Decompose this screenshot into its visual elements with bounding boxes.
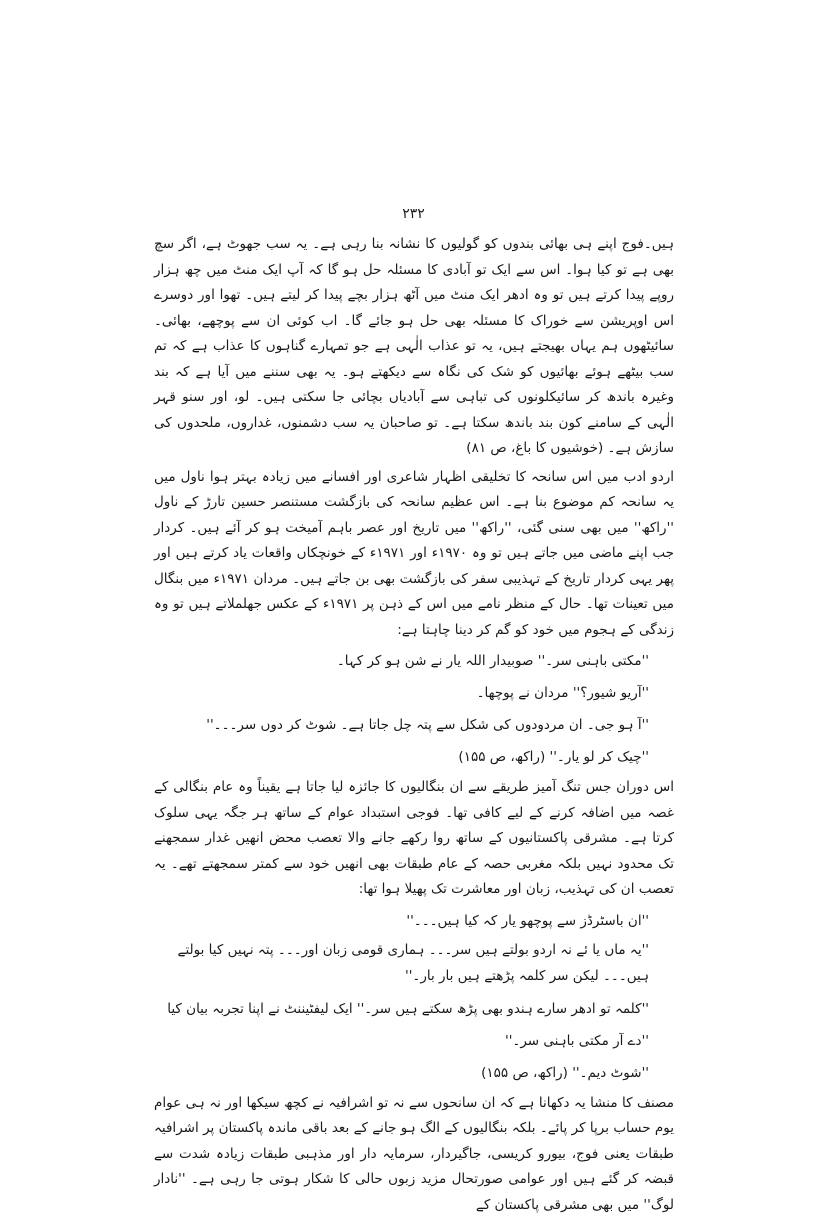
quote-line: ''کلمہ تو ادھر سارے ہندو بھی پڑھ سکتے ہیں سر۔'' ایک لیفٹیننٹ نے اپنا تجربہ بیان کیا ''دے آر مکتی باہنی سر۔'' bbox=[154, 993, 649, 1057]
paragraph-continuation: ہیں۔فوج اپنے ہی بھائی بندوں کو گولیوں کا نشانہ بنا رہی ہے۔ یہ سب جھوٹ ہے، اگر سچ بھی ہے تو کیا ہوا۔ اس سے ایک تو آبادی کا مسئلہ حل ہو گا کہ آپ ایک منٹ میں چھ ہزار روپے پیدا کرتے ہیں تو وہ ادھر ایک منٹ میں آٹھ ہزار بچے پیدا کر لیتے ہیں۔ تھوا اور دوسرے اس اوپریشن سے خوراک کا مسئلہ بھی حل ہو جائے گا۔ اب کوئی ان سے پوچھے، بھائی۔ سائیٹھوں ہم یہاں بھیجتے ہیں، یہ تو عذاب الٰہی ہے جو تمہارے گناہوں کا عذاب ہے کہ تم سب بیٹھے ہوئے بھائیوں کو شک کی نگاہ سے دیکھتے ہو۔ یہ بھی سننے میں آیا ہے کہ بند وغیرہ باندھ کر سائیکلونوں کی تباہی سے آبادیاں بچائی جا سکتی ہیں۔ لو، اور سنو قہر الٰہی کے سامنے کون بند باندھ سکتا ہے۔ تو صاحبان یہ سب دشمنوں، غداروں، ملحدوں کی سازش ہے۔ (خوشیوں کا باغ، ص ۸۱) bbox=[154, 232, 674, 462]
quote-block-2 bbox=[154, 905, 674, 1089]
quote-line: ''آ ہو جی۔ ان مردودوں کی شکل سے پتہ چل جاتا ہے۔ شوٹ کر دوں سر۔۔۔'' bbox=[154, 709, 649, 741]
quote-block-1 bbox=[154, 645, 674, 773]
quote-citation: ''چیک کر لو یار۔'' (راکھ، ص ۱۵۵) bbox=[154, 741, 649, 773]
page-number: ۲۳۲ bbox=[0, 206, 827, 222]
text-column bbox=[154, 232, 674, 1218]
quote-citation: ''شوٹ دیم۔'' (راکھ، ص ۱۵۵) bbox=[154, 1057, 649, 1089]
quote-line: ''یہ ماں یا ئے نہ اردو بولتے ہیں سر۔۔۔ ہماری قومی زبان اور۔۔۔ پتہ نہیں کیا بولتے ہیں۔۔۔ لیکن سر کلمہ پڑھتے ہیں بار بار۔'' bbox=[154, 937, 649, 989]
quote-line: ''ان باسٹرڈز سے پوچھو یار کہ کیا ہیں۔۔۔'' bbox=[154, 905, 649, 937]
paragraph-intro: اردو ادب میں اس سانحہ کا تخلیقی اظہار شاعری اور افسانے میں زیادہ بہتر ہوا ناول میں یہ سانحہ کم موضوع بنا ہے۔ اس عظیم سانحہ کی بازگشت مستنصر حسین تارڑ کے ناول ''راکھ'' میں بھی سنی گئی، ''راکھ'' میں تاریخ اور عصر باہم آمیخت ہو کر آئے ہیں۔ کردار جب اپنے ماضی میں جاتے ہیں تو وہ ۱۹۷۰ء اور ۱۹۷۱ء کے خونچکاں واقعات یاد کرتے ہیں اور پھر یہی کردار تاریخ کے تہذیبی سفر کی بازگشت بھی بن جاتے ہیں۔ مردان ۱۹۷۱ء میں بنگال میں تعینات تھا۔ حال کے منظر نامے میں اس کے ذہن پر ۱۹۷۱ء کے عکس جھلملاتے ہیں تو وہ زندگی کے ہجوم میں خود کو گم کر دینا چاہتا ہے: bbox=[154, 465, 674, 644]
paragraph-author-intent: مصنف کا منشا یہ دکھانا ہے کہ ان سانحوں سے نہ تو اشرافیہ نے کچھ سیکھا اور نہ ہی عوام یوم حساب برپا کر پائے۔ بلکہ بنگالیوں کے الگ ہو جانے کے بعد باقی ماندہ پاکستان پر اشرافیہ طبقات یعنی فوج، بیورو کریسی، جاگیردار، سرمایہ دار اور مذہبی طبقات زیادہ شدت سے قبضہ کر گئے ہیں اور عوامی صورتحال مزید زبوں حالی کا شکار ہوتی جا رہی ہے۔ ''نادار لوگ'' میں بھی مشرقی پاکستان کے bbox=[154, 1091, 674, 1218]
quote-line: ''مکتی باہنی سر۔'' صوبیدار اللہ یار نے شن ہو کر کہا۔ bbox=[154, 645, 649, 677]
quote-line: ''آریو شیور؟'' مردان نے پوچھا۔ bbox=[154, 677, 649, 709]
paragraph-bias: اس دوران جس تنگ آمیز طریقے سے ان بنگالیوں کا جائزہ لیا جاتا ہے یقیناً وہ عام بنگالی کے غصہ میں اضافہ کرنے کے لیے کافی تھا۔ فوجی استبداد عوام کے ساتھ ہر جگہ یہی سلوک کرتا ہے۔ مشرقی پاکستانیوں کے ساتھ روا رکھے جانے والا تعصب محض انھیں غدار سمجھنے تک محدود نہیں بلکہ مغربی حصہ کے عام طبقات بھی انھیں خود سے کمتر سمجھتے تھے۔ یہ تعصب ان کی تہذیب، زبان اور معاشرت تک پھیلا ہوا تھا: bbox=[154, 775, 674, 903]
